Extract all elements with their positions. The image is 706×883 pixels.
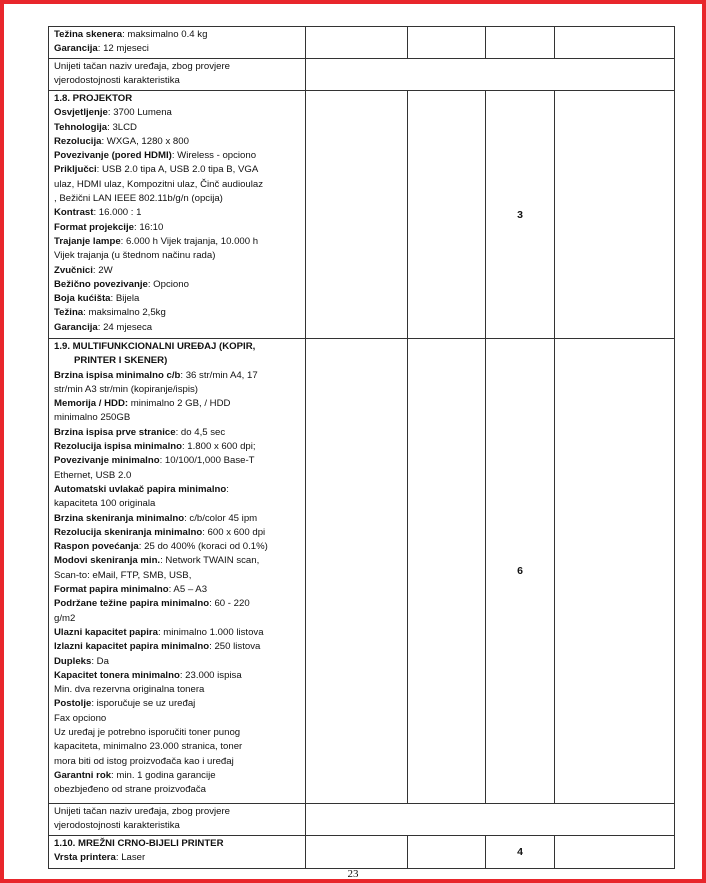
spec-label: Garancija (54, 321, 98, 333)
spec-label: Brzina ispisa minimalno c/b (54, 369, 181, 381)
spec-line (54, 819, 301, 833)
spec-line (54, 163, 301, 177)
spec-line (54, 655, 301, 669)
spec-line (54, 497, 301, 511)
merged-empty-cell (306, 59, 675, 91)
spec-value: vjerodostojnosti karakteristika (54, 820, 180, 832)
spec-label: Memorija / HDD: (54, 398, 129, 410)
spec-value: minimalno 250GB (54, 412, 131, 424)
spec-value: : Network TWAIN scan, (160, 555, 260, 567)
table-row (49, 804, 675, 836)
spec-line (54, 669, 301, 683)
spec-value: Min. dva rezervna originalna tonera (54, 684, 205, 696)
spec-value: : 6.000 h Vijek trajanja, 10.000 h (120, 235, 259, 247)
table-row (49, 91, 675, 339)
merged-empty-cell (306, 804, 675, 836)
page-number: 23 (347, 868, 359, 880)
spec-line (54, 221, 301, 235)
spec-value: : do 4,5 sec (175, 426, 226, 438)
spec-line (54, 249, 301, 263)
spec-value: : Wireless - opciono (171, 150, 257, 162)
quantity-cell: 4 (486, 836, 555, 869)
empty-cell (306, 91, 408, 339)
spec-value: : Opciono (147, 278, 189, 290)
spec-line (54, 340, 301, 354)
spec-label: 1.8. PROJEKTOR (54, 93, 133, 104)
spec-label: Izlazni kapacitet papira minimalno (54, 641, 210, 653)
spec-label: Format papira minimalno (54, 584, 169, 596)
spec-line (54, 540, 301, 554)
spec-label: Raspon povećanja (54, 541, 139, 553)
spec-value: Uz uređaj je potrebno isporučiti toner punog (54, 727, 241, 739)
spec-value: : 3LCD (107, 121, 137, 133)
spec-label: Brzina skeniranja minimalno (54, 512, 185, 524)
spec-label: PRINTER I SKENER) (74, 355, 168, 367)
empty-cell (408, 91, 486, 339)
desc-cell (49, 339, 306, 804)
spec-value: mora biti od istog proizvođača kao i uređaj (54, 755, 234, 767)
spec-value: : 24 mjeseca (97, 321, 153, 333)
empty-cell (555, 339, 675, 804)
spec-value: : Bijela (110, 293, 140, 305)
empty-cell (555, 27, 675, 59)
spec-label: Priključci (54, 164, 97, 176)
spec-value: : maksimalno 0.4 kg (122, 29, 208, 40)
spec-value: : Laser (115, 852, 146, 864)
spec-label: Trajanje lampe (54, 235, 121, 247)
spec-label: Modovi skeniranja min. (54, 555, 161, 567)
spec-line (54, 60, 301, 74)
spec-line (54, 583, 301, 597)
spec-label: Vrsta printera (54, 852, 116, 864)
spec-line (54, 206, 301, 220)
spec-label: Rezolucija skeniranja minimalno (54, 526, 203, 538)
spec-value: kapaciteta 100 originala (54, 498, 156, 510)
spec-value: : 10/100/1,000 Base-T (159, 455, 255, 467)
desc-cell (49, 91, 306, 339)
spec-line (54, 235, 301, 249)
spec-label: Dupleks (54, 655, 92, 667)
spec-label: Garantni rok (54, 769, 112, 781)
empty-cell (408, 836, 486, 869)
spec-value: : 1.800 x 600 dpi; (181, 441, 256, 453)
spec-value: : Da (91, 655, 109, 667)
spec-value: : 16:10 (133, 221, 164, 233)
spec-value: Ethernet, USB 2.0 (54, 469, 132, 481)
spec-value: : A5 – A3 (168, 584, 208, 596)
spec-line (54, 554, 301, 568)
spec-label: Brzina ispisa prve stranice (54, 426, 176, 438)
spec-label: Garancija (54, 43, 98, 55)
spec-line (54, 28, 301, 42)
spec-label: Boja kućišta (54, 293, 111, 305)
spec-line (54, 369, 301, 383)
spec-line (54, 740, 301, 754)
spec-line (54, 755, 301, 769)
desc-cell (49, 804, 306, 836)
spec-line (54, 264, 301, 278)
spec-value: g/m2 (54, 612, 76, 624)
table-row (49, 27, 675, 59)
spec-value: vjerodostojnosti karakteristika (54, 75, 180, 87)
spec-line (54, 783, 301, 797)
spec-label: 1.9. MULTIFUNKCIONALNI UREĐAJ (KOPIR, (54, 341, 256, 352)
table-row (49, 836, 675, 869)
spec-value: : isporučuje se uz uređaj (91, 698, 196, 710)
spec-line (54, 106, 301, 120)
spec-label: Osvjetljenje (54, 107, 108, 119)
empty-cell (555, 91, 675, 339)
spec-value: ulaz, HDMI ulaz, Kompozitni ulaz, Činč audioulaz (54, 178, 264, 190)
desc-cell (49, 59, 306, 91)
empty-cell (306, 27, 408, 59)
table-row (49, 59, 675, 91)
spec-value: : min. 1 godina garancije (111, 769, 216, 781)
spec-value: : 3700 Lumena (107, 107, 172, 119)
spec-label: 1.10. MREŽNI CRNO-BIJELI PRINTER (54, 838, 224, 849)
spec-line (54, 805, 301, 819)
spec-label: Bežično povezivanje (54, 278, 148, 290)
spec-label: Format projekcije (54, 221, 134, 233)
spec-value: Fax opciono (54, 712, 107, 724)
spec-line (54, 192, 301, 206)
spec-line (54, 851, 301, 865)
spec-label: Ulazni kapacitet papira (54, 626, 158, 638)
empty-cell (408, 339, 486, 804)
table-row (49, 339, 675, 804)
quantity-cell: 3 (486, 91, 555, 339)
spec-line (54, 135, 301, 149)
spec-value: : 25 do 400% (koraci od 0.1%) (138, 541, 268, 553)
spec-value: : minimalno 1.000 listova (157, 626, 264, 638)
spec-line (54, 306, 301, 320)
spec-line (54, 397, 301, 411)
spec-line (54, 697, 301, 711)
quantity-cell: 6 (486, 339, 555, 804)
spec-label: Povezivanje (pored HDMI) (54, 150, 172, 162)
spec-value: : USB 2.0 tipa A, USB 2.0 tipa B, VGA (96, 164, 259, 176)
spec-line (54, 483, 301, 497)
spec-value: : 16.000 : 1 (93, 207, 142, 219)
spec-label: Kontrast (54, 207, 94, 219)
spec-line (54, 612, 301, 626)
spec-value: : 36 str/min A4, 17 (180, 369, 258, 381)
spec-line (54, 278, 301, 292)
spec-label: Rezolucija ispisa minimalno (54, 441, 182, 453)
spec-line (54, 626, 301, 640)
spec-label: Težina skenera (54, 29, 123, 40)
spec-line (54, 42, 301, 56)
spec-value: : (226, 483, 229, 495)
spec-value: Scan-to: eMail, FTP, SMB, USB, (54, 569, 192, 581)
spec-value: Unijeti tačan naziv uređaja, zbog provjere (54, 61, 230, 72)
spec-line (54, 440, 301, 454)
spec-value: : c/b/color 45 ipm (184, 512, 258, 524)
quantity-cell (486, 27, 555, 59)
spec-value: : 23.000 ispisa (179, 669, 242, 681)
spec-line (54, 121, 301, 135)
spec-value: Vijek trajanja (u štednom načinu rada) (54, 250, 216, 262)
spec-line (54, 92, 301, 106)
desc-cell (49, 27, 306, 59)
spec-value: : 250 listova (209, 641, 261, 653)
spec-value: : 2W (92, 264, 113, 276)
spec-value: : maksimalno 2,5kg (83, 307, 166, 319)
spec-value: str/min A3 str/min (kopiranje/ispis) (54, 383, 198, 395)
empty-cell (306, 836, 408, 869)
spec-line (54, 469, 301, 483)
spec-line (54, 354, 301, 368)
spec-line (54, 512, 301, 526)
empty-cell (555, 836, 675, 869)
spec-line (54, 683, 301, 697)
spec-value: : WXGA, 1280 x 800 (101, 135, 189, 147)
spec-line (54, 526, 301, 540)
spec-line (54, 321, 301, 335)
spec-line (54, 712, 301, 726)
spec-line (54, 178, 301, 192)
spec-label: Postolje (54, 698, 92, 710)
spec-value: : 60 - 220 (209, 598, 250, 610)
spec-line (54, 726, 301, 740)
spec-line (54, 74, 301, 88)
spec-value: Unijeti tačan naziv uređaja, zbog provjere (54, 806, 230, 817)
spec-label: Težina (54, 307, 84, 319)
spec-line (54, 411, 301, 425)
spec-line (54, 640, 301, 654)
spec-line (54, 383, 301, 397)
spec-line (54, 569, 301, 583)
empty-cell (306, 339, 408, 804)
spec-label: Rezolucija (54, 135, 102, 147)
empty-cell (408, 27, 486, 59)
spec-line (54, 426, 301, 440)
spec-value: , Bežični LAN IEEE 802.11b/g/n (opcija) (54, 193, 223, 205)
spec-label: Zvučnici (54, 264, 93, 276)
specification-table (48, 26, 675, 869)
spec-label: Tehnologija (54, 121, 108, 133)
spec-label: Povezivanje minimalno (54, 455, 160, 467)
spec-line (54, 454, 301, 468)
spec-line (54, 837, 301, 851)
desc-cell (49, 836, 306, 869)
spec-value: : 12 mjeseci (97, 43, 149, 55)
spec-value: minimalno 2 GB, / HDD (128, 398, 231, 410)
spec-label: Kapacitet tonera minimalno (54, 669, 180, 681)
spec-label: Podržane težine papira minimalno (54, 598, 210, 610)
spec-line (54, 769, 301, 783)
spec-value: : 600 x 600 dpi (202, 526, 266, 538)
spec-value: kapaciteta, minimalno 23.000 stranica, toner (54, 741, 243, 753)
spec-line (54, 597, 301, 611)
spec-line (54, 149, 301, 163)
spec-value: obezbjeđeno od strane proizvođača (54, 784, 207, 796)
spec-label: Automatski uvlakač papira minimalno (54, 483, 227, 495)
spec-line (54, 292, 301, 306)
